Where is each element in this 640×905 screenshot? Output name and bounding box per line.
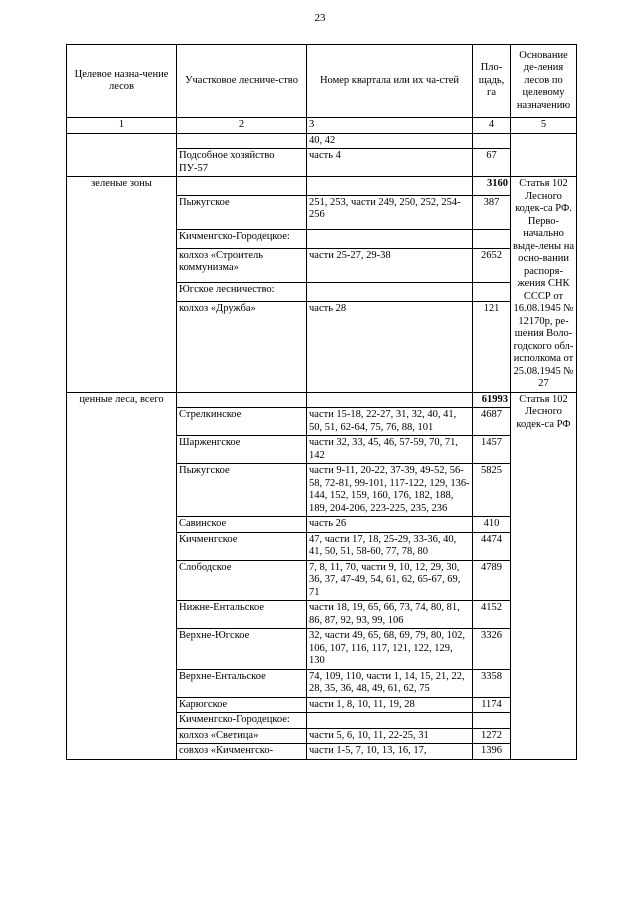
purpose-cell	[67, 133, 177, 177]
quarters-cell: части 18, 19, 65, 66, 73, 74, 80, 81, 86, 87, 92, 93, 99, 106	[307, 601, 473, 629]
table-row	[67, 392, 577, 408]
area-cell: 1272	[473, 728, 511, 744]
area-cell: 410	[473, 517, 511, 533]
area-total-cell: 61993	[473, 392, 511, 408]
district-cell: колхоз «Светица»	[177, 728, 307, 744]
basis-cell: Статья 102 Лесного кодек-са РФ	[511, 392, 577, 759]
area-total-cell: 3160	[473, 177, 511, 196]
header-purpose: Целевое назна-чение лесов	[67, 45, 177, 118]
page-number: 23	[314, 12, 326, 24]
purpose-cell: ценные леса, всего	[67, 392, 177, 759]
table-row	[67, 133, 577, 149]
quarters-cell	[307, 177, 473, 196]
quarters-cell: 40, 42	[307, 133, 473, 149]
column-number: 3	[307, 118, 473, 134]
quarters-cell: части 9-11, 20-22, 37-39, 49-52, 56-58, 72-81, 99-101, 117-122, 129, 136-144, 152, 159, 160, 176, 182, 188, 189, 204-206, 223-225, 235, 236	[307, 464, 473, 517]
column-number: 4	[473, 118, 511, 134]
district-cell: Верхне-Ентальское	[177, 669, 307, 697]
quarters-cell: 32, части 49, 65, 68, 69, 79, 80, 102, 106, 107, 116, 117, 121, 122, 129, 130	[307, 629, 473, 670]
quarters-cell: часть 4	[307, 149, 473, 177]
district-cell: Пыжугское	[177, 464, 307, 517]
area-cell	[473, 282, 511, 301]
district-cell: Нижне-Ентальское	[177, 601, 307, 629]
area-cell: 4687	[473, 408, 511, 436]
area-cell: 3326	[473, 629, 511, 670]
area-cell: 67	[473, 149, 511, 177]
area-cell: 3358	[473, 669, 511, 697]
quarters-cell	[307, 392, 473, 408]
district-cell: Верхне-Югское	[177, 629, 307, 670]
header-quarters: Номер квартала или их ча-стей	[307, 45, 473, 118]
district-cell: Шарженгское	[177, 436, 307, 464]
area-cell: 121	[473, 301, 511, 392]
table-row	[67, 177, 577, 196]
quarters-cell: части 32, 33, 45, 46, 57-59, 70, 71, 142	[307, 436, 473, 464]
area-cell: 2652	[473, 248, 511, 282]
district-cell: Слободское	[177, 560, 307, 601]
area-cell: 4789	[473, 560, 511, 601]
forest-purpose-table	[66, 44, 577, 760]
header-district: Участковое лесниче-ство	[177, 45, 307, 118]
quarters-cell	[307, 713, 473, 729]
quarters-cell	[307, 229, 473, 248]
quarters-cell	[307, 282, 473, 301]
column-number: 2	[177, 118, 307, 134]
area-cell: 1457	[473, 436, 511, 464]
district-cell: Кичменгско-Городецкое:	[177, 713, 307, 729]
quarters-cell: части 5, 6, 10, 11, 22-25, 31	[307, 728, 473, 744]
area-cell: 4474	[473, 532, 511, 560]
district-cell: Подсобное хозяйство ПУ-57	[177, 149, 307, 177]
district-cell: колхоз «Строитель коммунизма»	[177, 248, 307, 282]
district-cell: Савинское	[177, 517, 307, 533]
quarters-cell: части 1-5, 7, 10, 13, 16, 17,	[307, 744, 473, 760]
quarters-cell: части 15-18, 22-27, 31, 32, 40, 41, 50, 51, 62-64, 75, 76, 88, 101	[307, 408, 473, 436]
header-basis: Основание де-ления лесов по целевому назначению	[511, 45, 577, 118]
area-cell: 4152	[473, 601, 511, 629]
quarters-cell: 7, 8, 11, 70, части 9, 10, 12, 29, 30, 36, 37, 47-49, 54, 61, 62, 65-67, 69, 71	[307, 560, 473, 601]
district-cell: Карюгское	[177, 697, 307, 713]
quarters-cell: часть 26	[307, 517, 473, 533]
district-cell	[177, 177, 307, 196]
basis-cell	[511, 133, 577, 177]
area-cell	[473, 229, 511, 248]
quarters-cell: части 25-27, 29-38	[307, 248, 473, 282]
purpose-cell: зеленые зоны	[67, 177, 177, 393]
quarters-cell: части 1, 8, 10, 11, 19, 28	[307, 697, 473, 713]
area-cell: 387	[473, 195, 511, 229]
district-cell: совхоз «Кичменгско-	[177, 744, 307, 760]
area-cell: 1396	[473, 744, 511, 760]
district-cell: Югское лесничество:	[177, 282, 307, 301]
district-cell	[177, 133, 307, 149]
quarters-cell: 47, части 17, 18, 25-29, 33-36, 40, 41, 50, 51, 58-60, 77, 78, 80	[307, 532, 473, 560]
quarters-cell: 251, 253, части 249, 250, 252, 254-256	[307, 195, 473, 229]
header-row	[67, 45, 577, 118]
area-cell	[473, 133, 511, 149]
quarters-cell: 74, 109, 110, части 1, 14, 15, 21, 22, 28, 35, 36, 48, 49, 61, 62, 75	[307, 669, 473, 697]
district-cell: Стрелкинское	[177, 408, 307, 436]
area-cell: 5825	[473, 464, 511, 517]
district-cell: Кичменгско-Городецкое:	[177, 229, 307, 248]
column-number-row	[67, 118, 577, 134]
district-cell: Кичменгское	[177, 532, 307, 560]
district-cell: колхоз «Дружба»	[177, 301, 307, 392]
district-cell	[177, 392, 307, 408]
column-number: 1	[67, 118, 177, 134]
basis-cell: Статья 102 Лесного кодек-са РФ. Перво-начально выде-лены на осно-вании распоря-жения СНК СССР от 16.08.1945 № 12170р, ре-шения Воло-годского обл-исполкома от 25.08.1945 № 27	[511, 177, 577, 393]
quarters-cell: часть 28	[307, 301, 473, 392]
area-cell	[473, 713, 511, 729]
district-cell: Пыжугское	[177, 195, 307, 229]
area-cell: 1174	[473, 697, 511, 713]
header-area: Пло-щадь, га	[473, 45, 511, 118]
column-number: 5	[511, 118, 577, 134]
